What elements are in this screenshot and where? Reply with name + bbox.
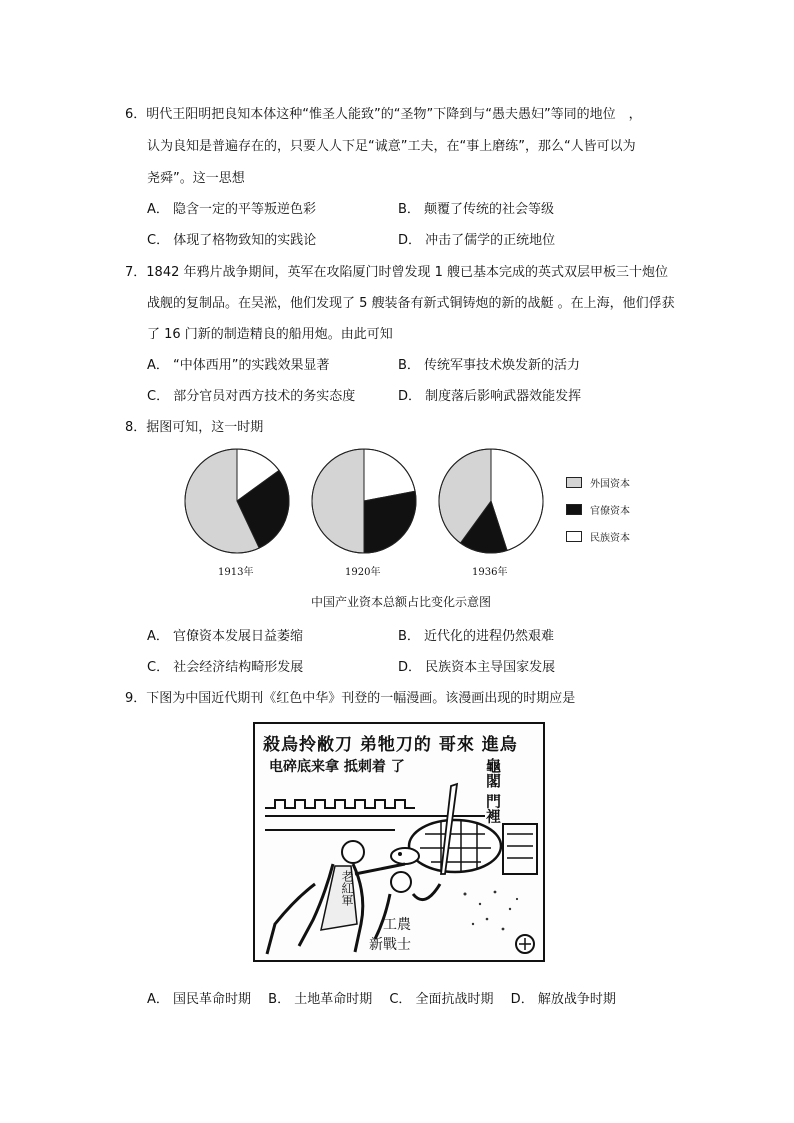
legend-swatch-bureaucrat bbox=[566, 504, 582, 515]
q7-line3: 了 16 门新的制造精良的船用炮。由此可知 bbox=[147, 327, 393, 342]
cartoon-headline-2: 龜閣 門裡 bbox=[484, 758, 502, 824]
pie-slice-1920年-官僚资本 bbox=[364, 491, 416, 553]
cartoon-label-old-red-army: 老紅軍 bbox=[340, 870, 354, 906]
q6-line1: 6．明代王阳明把良知本体这种“惟圣人能致”的“圣物”下降到与“愚夫愚妇”等同的地位 ， bbox=[125, 107, 642, 122]
q6-line2: 认为良知是普遍存在的，只要人人下足“诚意”工夫，在“事上磨练”，那么“人皆可以为 bbox=[147, 139, 636, 154]
q7-option-b: B． 传统军事技术焕发新的活力 bbox=[398, 358, 581, 373]
q7-option-c: C． 部分官员对西方技术的务实态度 bbox=[147, 389, 356, 404]
legend-swatch-foreign bbox=[566, 477, 582, 488]
q6-option-c: C． 体现了格物致知的实践论 bbox=[147, 233, 317, 248]
cartoon-headline: 殺烏拎敝刀 弟牠刀的 哥來 進烏 bbox=[263, 735, 518, 755]
cartoon-label-new-soldiers: 新戰士 bbox=[369, 937, 411, 953]
q6-option-a: A． 隐含一定的平等叛逆色彩 bbox=[147, 202, 317, 217]
pie-chart-figure bbox=[180, 445, 650, 585]
q9-options: A． 国民革命时期 B． 土地革命时期 C． 全面抗战时期 D． 解放战争时期 bbox=[147, 992, 616, 1007]
cartoon-label-workers: 工農 bbox=[383, 917, 411, 933]
legend-label-national: 民族资本 bbox=[590, 533, 630, 544]
q7-option-a: A． “中体西用”的实践效果显著 bbox=[147, 358, 330, 373]
q9-stem: 9．下图为中国近代期刊《红色中华》刊登的一幅漫画。该漫画出现的时期应是 bbox=[125, 691, 576, 706]
legend-label-foreign: 外国资本 bbox=[590, 479, 630, 490]
legend-swatch-national bbox=[566, 531, 582, 542]
year-label-1913: 1913年 bbox=[218, 567, 254, 578]
q6-option-b: B． 颠覆了传统的社会等级 bbox=[398, 202, 555, 217]
year-label-1936: 1936年 bbox=[472, 567, 508, 578]
cartoon-subline: 电碎底来拿 抵刺着 了 bbox=[269, 759, 405, 775]
q8-option-a: A． 官僚资本发展日益萎缩 bbox=[147, 629, 304, 644]
q8-option-b: B． 近代化的进程仍然艰难 bbox=[398, 629, 555, 644]
q7-line1: 7．1842 年鸦片战争期间，英军在攻陷厦门时曾发现 1 艘已基本完成的英式双层甲板三十炮位 bbox=[125, 265, 669, 280]
q8-stem: 8．据图可知，这一时期 bbox=[125, 420, 264, 435]
legend-bureaucrat bbox=[566, 502, 630, 517]
q7-line2: 战舰的复制品。在吴淞，他们发现了 5 艘装备有新式铜铸炮的新的战艇 。在上海，他们俘获 bbox=[147, 296, 675, 311]
legend-foreign bbox=[566, 475, 630, 490]
q7-option-d: D． 制度落后影响武器效能发挥 bbox=[398, 389, 582, 404]
pie-slice-1920年-外国资本 bbox=[312, 449, 364, 553]
chart-caption: 中国产业资本总额占比变化示意图 bbox=[311, 595, 492, 609]
q6-line3: 尧舜”。这一思想 bbox=[147, 171, 245, 186]
q8-option-c: C． 社会经济结构畸形发展 bbox=[147, 660, 304, 675]
year-label-1920: 1920年 bbox=[345, 567, 381, 578]
legend-label-bureaucrat: 官僚资本 bbox=[590, 506, 630, 517]
q6-option-d: D． 冲击了儒学的正统地位 bbox=[398, 233, 556, 248]
cartoon-image bbox=[253, 722, 545, 962]
q8-option-d: D． 民族资本主导国家发展 bbox=[398, 660, 556, 675]
legend-national bbox=[566, 529, 630, 544]
